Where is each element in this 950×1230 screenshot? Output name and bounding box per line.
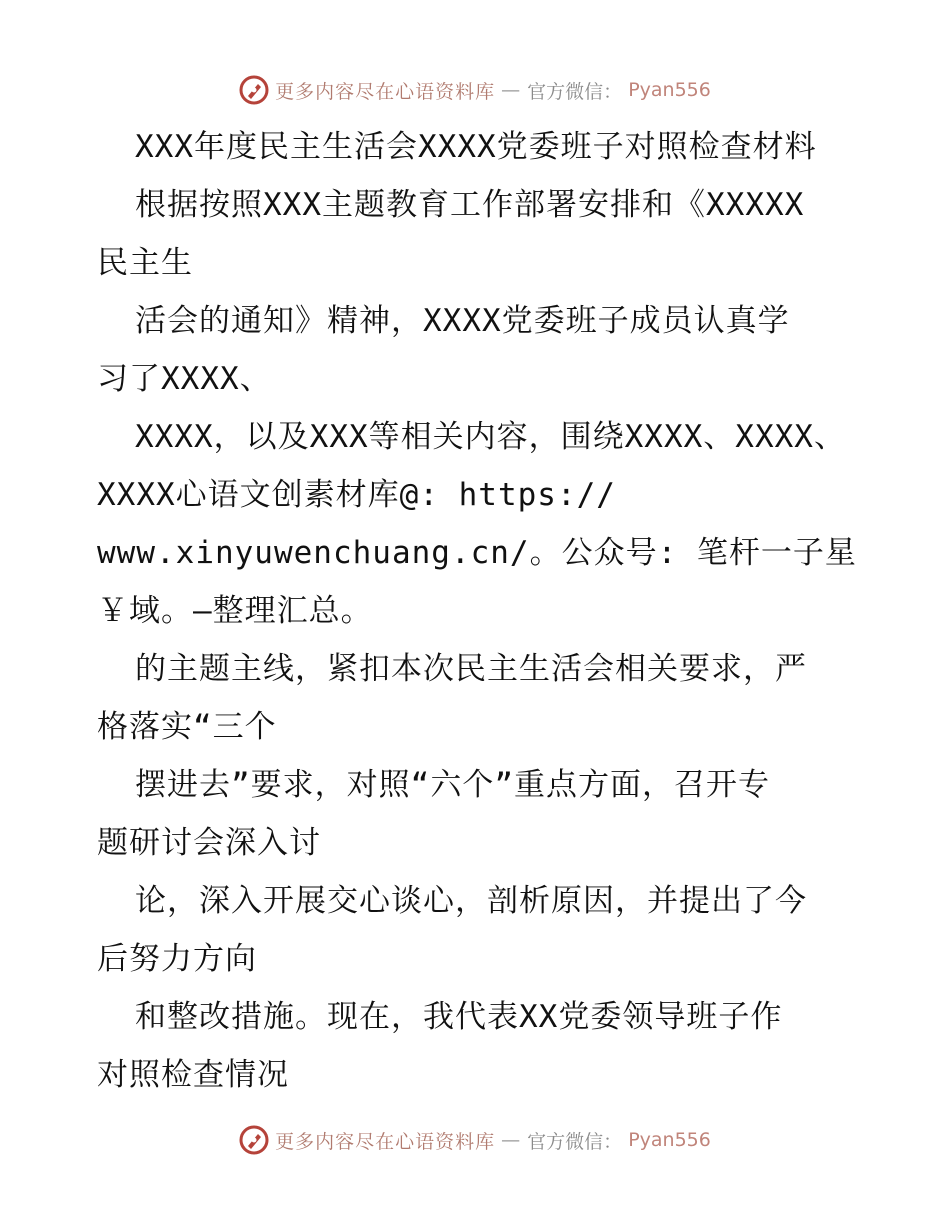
paragraph-line: 格落实“三个	[97, 709, 277, 745]
header-watermark-banner	[0, 70, 950, 110]
paragraph-line: 后努力方向	[97, 941, 257, 977]
paragraph-line: 摆进去”要求，对照“六个”重点方面，召开专	[135, 767, 770, 803]
paragraph-line: 民主生	[97, 245, 193, 281]
banner-wechat-label: 官方微信：	[527, 80, 623, 103]
paragraph-line: www.xinyuwenchuang.cn/。公众号: 笔杆一子星	[97, 535, 857, 571]
paragraph-line: ￥域。—整理汇总。	[97, 593, 373, 629]
paragraph-line: XXXX，以及XXX等相关内容，围绕XXXX、XXXX、	[135, 419, 846, 455]
paragraph-line: 活会的通知》精神，XXXX党委班子成员认真学	[135, 303, 790, 339]
banner-wechat-id: Pyan556	[628, 1129, 711, 1151]
pen-logo-icon	[239, 75, 269, 105]
footer-watermark-banner	[0, 1120, 950, 1160]
banner-brand-text: 更多内容尽在心语资料库	[275, 1130, 496, 1153]
paragraph-line: 题研讨会深入讨	[97, 825, 321, 861]
banner-wechat-id: Pyan556	[628, 79, 711, 101]
banner-separator: —	[501, 79, 522, 101]
banner-wechat-label: 官方微信：	[527, 1130, 623, 1153]
paragraph-line: 和整改措施。现在，我代表XX党委领导班子作	[135, 999, 783, 1035]
paragraph-line: 习了XXXX、	[97, 361, 272, 397]
banner-separator: —	[501, 1129, 522, 1151]
paragraph-line: 对照检查情况	[97, 1057, 289, 1093]
paragraph-line: 的主题主线，紧扣本次民主生活会相关要求，严	[135, 651, 807, 687]
document-title: XXX年度民主生活会XXXX党委班子对照检查材料	[135, 129, 817, 165]
pen-logo-icon	[239, 1125, 269, 1155]
document-body	[97, 118, 867, 1104]
banner-brand-text: 更多内容尽在心语资料库	[275, 80, 496, 103]
paragraph-line: XXXX心语文创素材库@: https://	[97, 477, 616, 513]
paragraph-line: 论，深入开展交心谈心，剖析原因，并提出了今	[135, 883, 807, 919]
paragraph-line: 根据按照XXX主题教育工作部署安排和《XXXXX	[135, 187, 805, 223]
